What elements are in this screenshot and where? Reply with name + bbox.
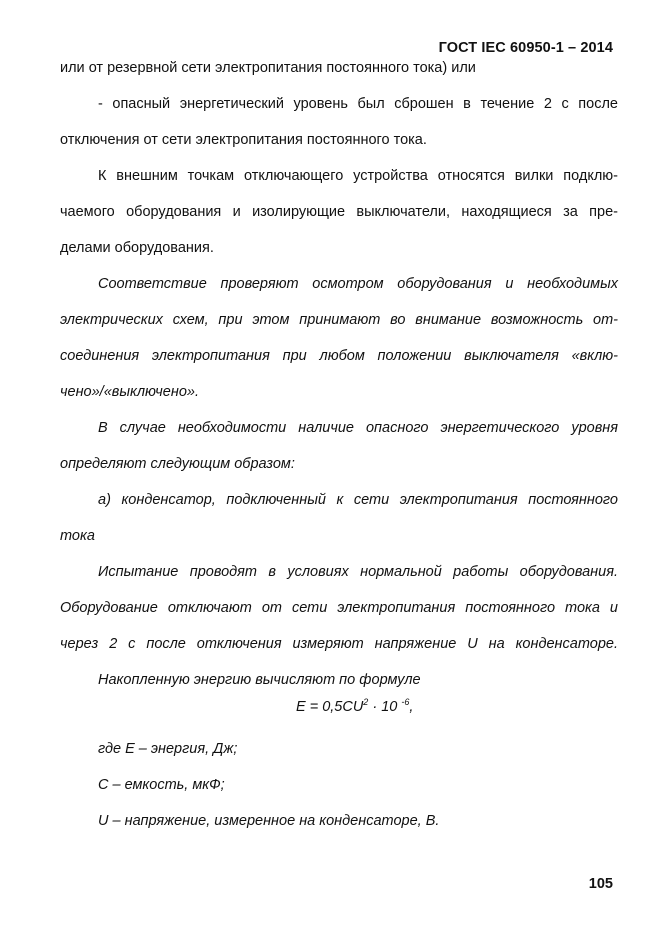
formula-exponent: -6	[401, 697, 410, 707]
text-line: - опасный энергетический уровень был сброшен в течение 2 с после	[98, 96, 618, 112]
text-line: определяют следующим образом:	[60, 456, 295, 472]
energy-formula	[296, 697, 413, 715]
text-line: электрических схем, при этом принимают во внимание возможность от-	[60, 312, 618, 328]
formula-main: E = 0,5CU	[296, 699, 364, 715]
text-line: чено»/«выключено».	[60, 384, 199, 400]
main-text	[60, 50, 618, 698]
text-line: соединения электропитания при любом положении выключателя «вклю-	[60, 348, 618, 364]
formula-legend	[60, 731, 618, 839]
text-line: отключения от сети электропитания постоянного тока.	[60, 132, 427, 148]
text-line: Оборудование отключают от сети электропитания постоянного тока и	[60, 600, 618, 616]
legend-line: C – емкость, мкФ;	[98, 777, 225, 793]
text-line: Соответствие проверяют осмотром оборудования и необходимых	[98, 276, 618, 292]
text-line: тока	[60, 528, 95, 544]
legend-line: где E – энергия, Дж;	[98, 741, 238, 757]
text-line: Испытание проводят в условиях нормальной работы оборудования.	[98, 564, 618, 580]
text-line: Накопленную энергию вычисляют по формуле	[98, 672, 421, 688]
formula-comma: ,	[409, 699, 414, 715]
document-header: ГОСТ IEC 60950-1 – 2014	[438, 40, 613, 56]
formula-multiplier: · 10	[368, 699, 402, 715]
text-line: а) конденсатор, подключенный к сети электропитания постоянного	[98, 492, 618, 508]
legend-line: U – напряжение, измеренное на конденсаторе, В.	[98, 813, 440, 829]
text-line: чаемого оборудования и изолирующие выключатели, находящиеся за пре-	[60, 204, 618, 220]
text-line: или от резервной сети электропитания постоянного тока) или	[60, 60, 476, 76]
text-line: делами оборудования.	[60, 240, 214, 256]
text-line: В случае необходимости наличие опасного энергетического уровня	[98, 420, 618, 436]
formula-exponent: 2	[363, 697, 369, 707]
text-line: через 2 с после отключения измеряют напряжение U на конденсаторе.	[60, 636, 618, 652]
page-number: 105	[588, 876, 613, 892]
text-line: К внешним точкам отключающего устройства относятся вилки подклю-	[98, 168, 618, 184]
